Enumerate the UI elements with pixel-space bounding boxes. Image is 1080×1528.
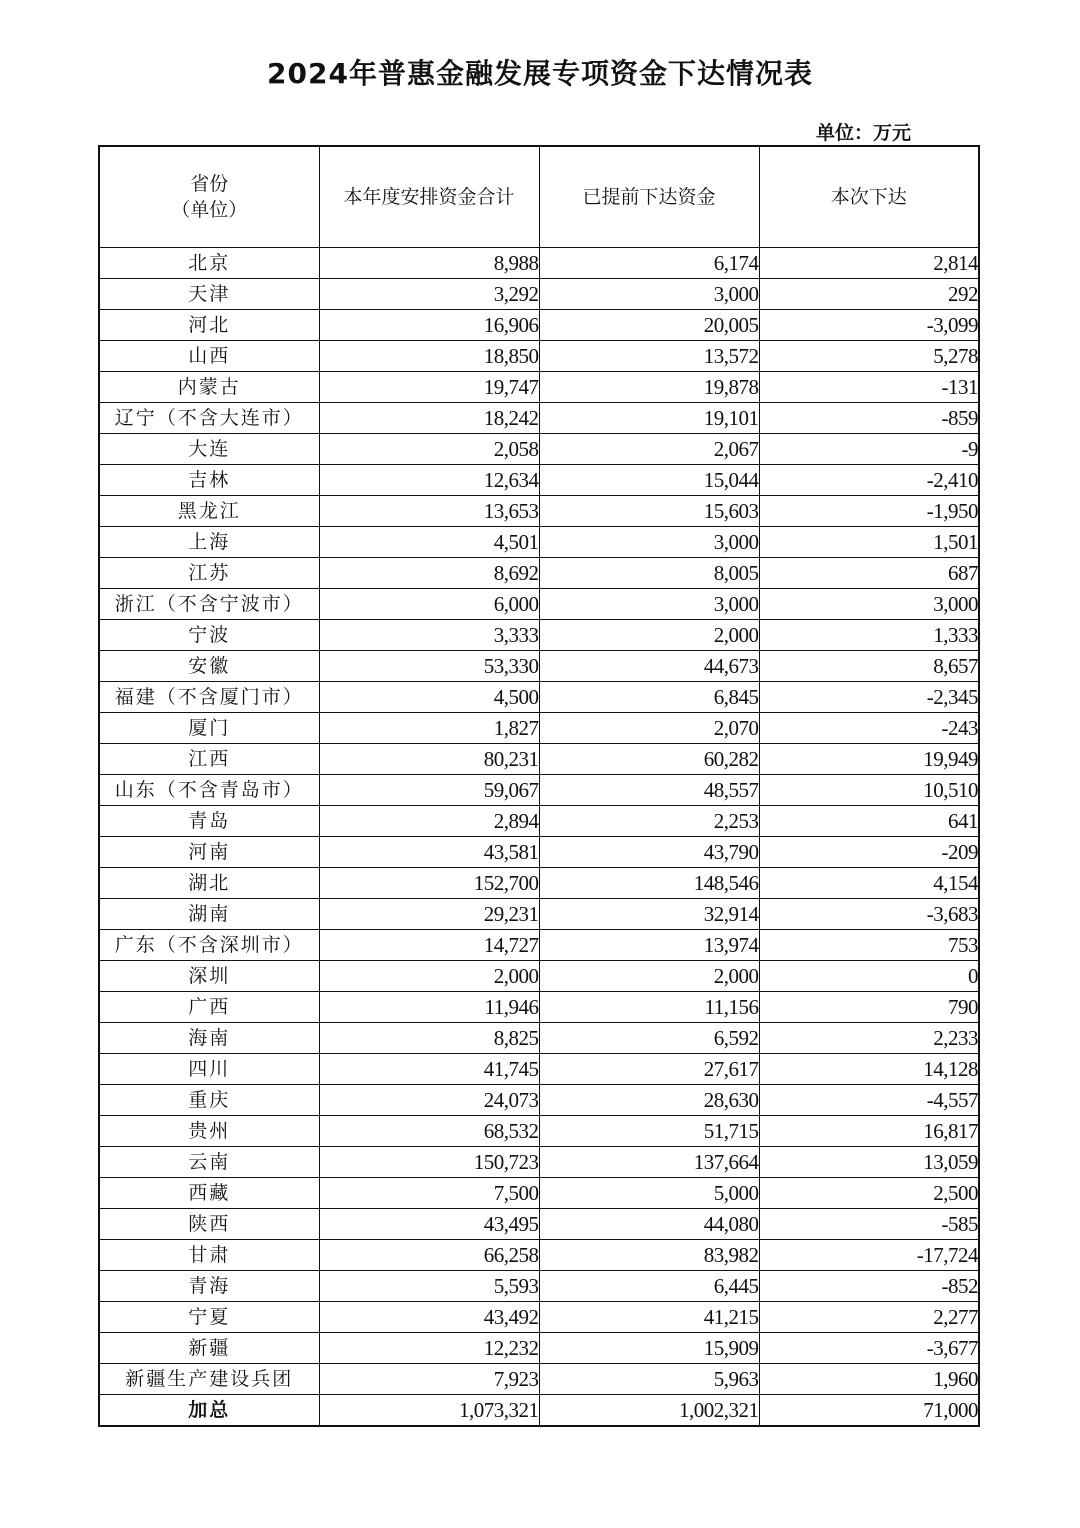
unit-label: 单位：万元 bbox=[816, 122, 912, 144]
table-row bbox=[99, 930, 979, 961]
annual-total-cell: 66,258 bbox=[319, 1240, 539, 1271]
advance-funds-cell: 3,000 bbox=[539, 527, 759, 558]
province-cell: 湖南 bbox=[99, 899, 319, 930]
province-cell: 湖北 bbox=[99, 868, 319, 899]
table-row bbox=[99, 1271, 979, 1302]
annual-total-cell: 4,500 bbox=[319, 682, 539, 713]
this-allocation-cell: -3,683 bbox=[759, 899, 979, 930]
this-allocation-cell: 1,501 bbox=[759, 527, 979, 558]
header-annual-total: 本年度安排资金合计 bbox=[319, 146, 539, 248]
province-cell: 内蒙古 bbox=[99, 372, 319, 403]
advance-funds-cell: 3,000 bbox=[539, 589, 759, 620]
this-allocation-cell: 3,000 bbox=[759, 589, 979, 620]
table-row bbox=[99, 310, 979, 341]
province-cell: 广东（不含深圳市） bbox=[99, 930, 319, 961]
annual-total-cell: 150,723 bbox=[319, 1147, 539, 1178]
table-row bbox=[99, 527, 979, 558]
advance-funds-cell: 15,044 bbox=[539, 465, 759, 496]
province-cell: 陕西 bbox=[99, 1209, 319, 1240]
annual-total-cell: 3,292 bbox=[319, 279, 539, 310]
advance-funds-cell: 19,101 bbox=[539, 403, 759, 434]
annual-total-cell: 19,747 bbox=[319, 372, 539, 403]
this-allocation-cell: 2,233 bbox=[759, 1023, 979, 1054]
header-this-allocation: 本次下达 bbox=[759, 146, 979, 248]
advance-funds-cell: 13,572 bbox=[539, 341, 759, 372]
province-cell: 新疆生产建设兵团 bbox=[99, 1364, 319, 1395]
this-allocation-cell: -9 bbox=[759, 434, 979, 465]
table-body bbox=[99, 248, 979, 1427]
this-allocation-cell: 71,000 bbox=[759, 1395, 979, 1427]
header-province bbox=[99, 146, 319, 248]
advance-funds-cell: 48,557 bbox=[539, 775, 759, 806]
advance-funds-cell: 32,914 bbox=[539, 899, 759, 930]
province-cell: 厦门 bbox=[99, 713, 319, 744]
this-allocation-cell: 753 bbox=[759, 930, 979, 961]
annual-total-cell: 7,923 bbox=[319, 1364, 539, 1395]
table-row bbox=[99, 589, 979, 620]
province-cell: 海南 bbox=[99, 1023, 319, 1054]
province-cell: 深圳 bbox=[99, 961, 319, 992]
this-allocation-cell: -243 bbox=[759, 713, 979, 744]
province-cell: 宁波 bbox=[99, 620, 319, 651]
table-row bbox=[99, 403, 979, 434]
table-row bbox=[99, 1116, 979, 1147]
advance-funds-cell: 83,982 bbox=[539, 1240, 759, 1271]
advance-funds-cell: 19,878 bbox=[539, 372, 759, 403]
table-row bbox=[99, 837, 979, 868]
header-row bbox=[99, 146, 979, 248]
annual-total-cell: 3,333 bbox=[319, 620, 539, 651]
province-cell: 贵州 bbox=[99, 1116, 319, 1147]
advance-funds-cell: 5,963 bbox=[539, 1364, 759, 1395]
table-row bbox=[99, 1240, 979, 1271]
advance-funds-cell: 2,067 bbox=[539, 434, 759, 465]
province-cell: 青岛 bbox=[99, 806, 319, 837]
province-cell: 四川 bbox=[99, 1054, 319, 1085]
annual-total-cell: 1,827 bbox=[319, 713, 539, 744]
this-allocation-cell: -3,677 bbox=[759, 1333, 979, 1364]
this-allocation-cell: 790 bbox=[759, 992, 979, 1023]
table-row bbox=[99, 1209, 979, 1240]
table-row bbox=[99, 1054, 979, 1085]
this-allocation-cell: 5,278 bbox=[759, 341, 979, 372]
advance-funds-cell: 44,080 bbox=[539, 1209, 759, 1240]
province-cell: 大连 bbox=[99, 434, 319, 465]
advance-funds-cell: 6,445 bbox=[539, 1271, 759, 1302]
this-allocation-cell: 687 bbox=[759, 558, 979, 589]
advance-funds-cell: 43,790 bbox=[539, 837, 759, 868]
table-row bbox=[99, 1023, 979, 1054]
this-allocation-cell: 14,128 bbox=[759, 1054, 979, 1085]
annual-total-cell: 2,058 bbox=[319, 434, 539, 465]
this-allocation-cell: -585 bbox=[759, 1209, 979, 1240]
annual-total-cell: 43,581 bbox=[319, 837, 539, 868]
this-allocation-cell: -4,557 bbox=[759, 1085, 979, 1116]
this-allocation-cell: 4,154 bbox=[759, 868, 979, 899]
page-title: 2024年普惠金融发展专项资金下达情况表 bbox=[267, 57, 813, 90]
advance-funds-cell: 13,974 bbox=[539, 930, 759, 961]
annual-total-cell: 1,073,321 bbox=[319, 1395, 539, 1427]
province-cell: 黑龙江 bbox=[99, 496, 319, 527]
advance-funds-cell: 1,002,321 bbox=[539, 1395, 759, 1427]
table-row bbox=[99, 372, 979, 403]
province-cell: 北京 bbox=[99, 248, 319, 279]
this-allocation-cell: 2,277 bbox=[759, 1302, 979, 1333]
advance-funds-cell: 6,845 bbox=[539, 682, 759, 713]
advance-funds-cell: 28,630 bbox=[539, 1085, 759, 1116]
annual-total-cell: 11,946 bbox=[319, 992, 539, 1023]
table-row bbox=[99, 899, 979, 930]
table-row bbox=[99, 713, 979, 744]
province-cell: 青海 bbox=[99, 1271, 319, 1302]
table-row bbox=[99, 992, 979, 1023]
this-allocation-cell: -17,724 bbox=[759, 1240, 979, 1271]
province-cell: 宁夏 bbox=[99, 1302, 319, 1333]
table-row bbox=[99, 806, 979, 837]
this-allocation-cell: 0 bbox=[759, 961, 979, 992]
province-cell: 上海 bbox=[99, 527, 319, 558]
table-row bbox=[99, 1333, 979, 1364]
this-allocation-cell: -131 bbox=[759, 372, 979, 403]
this-allocation-cell: 19,949 bbox=[759, 744, 979, 775]
province-cell: 吉林 bbox=[99, 465, 319, 496]
annual-total-cell: 12,634 bbox=[319, 465, 539, 496]
annual-total-cell: 80,231 bbox=[319, 744, 539, 775]
province-cell: 重庆 bbox=[99, 1085, 319, 1116]
annual-total-cell: 16,906 bbox=[319, 310, 539, 341]
annual-total-cell: 53,330 bbox=[319, 651, 539, 682]
annual-total-cell: 12,232 bbox=[319, 1333, 539, 1364]
total-row bbox=[99, 1395, 979, 1427]
annual-total-cell: 8,988 bbox=[319, 248, 539, 279]
province-cell: 新疆 bbox=[99, 1333, 319, 1364]
advance-funds-cell: 6,174 bbox=[539, 248, 759, 279]
this-allocation-cell: 1,960 bbox=[759, 1364, 979, 1395]
this-allocation-cell: 8,657 bbox=[759, 651, 979, 682]
province-cell: 山东（不含青岛市） bbox=[99, 775, 319, 806]
annual-total-cell: 29,231 bbox=[319, 899, 539, 930]
annual-total-cell: 43,492 bbox=[319, 1302, 539, 1333]
advance-funds-cell: 27,617 bbox=[539, 1054, 759, 1085]
advance-funds-cell: 8,005 bbox=[539, 558, 759, 589]
table-row bbox=[99, 868, 979, 899]
advance-funds-cell: 5,000 bbox=[539, 1178, 759, 1209]
this-allocation-cell: 2,500 bbox=[759, 1178, 979, 1209]
table-row bbox=[99, 1364, 979, 1395]
table-row bbox=[99, 496, 979, 527]
province-cell: 山西 bbox=[99, 341, 319, 372]
this-allocation-cell: -859 bbox=[759, 403, 979, 434]
province-cell: 广西 bbox=[99, 992, 319, 1023]
this-allocation-cell: 13,059 bbox=[759, 1147, 979, 1178]
annual-total-cell: 18,850 bbox=[319, 341, 539, 372]
annual-total-cell: 5,593 bbox=[319, 1271, 539, 1302]
advance-funds-cell: 3,000 bbox=[539, 279, 759, 310]
advance-funds-cell: 6,592 bbox=[539, 1023, 759, 1054]
annual-total-cell: 68,532 bbox=[319, 1116, 539, 1147]
table-row bbox=[99, 961, 979, 992]
table-row bbox=[99, 651, 979, 682]
funding-table bbox=[98, 145, 980, 1427]
advance-funds-cell: 11,156 bbox=[539, 992, 759, 1023]
advance-funds-cell: 51,715 bbox=[539, 1116, 759, 1147]
province-cell: 云南 bbox=[99, 1147, 319, 1178]
province-cell: 江苏 bbox=[99, 558, 319, 589]
annual-total-cell: 7,500 bbox=[319, 1178, 539, 1209]
table-row bbox=[99, 1085, 979, 1116]
advance-funds-cell: 148,546 bbox=[539, 868, 759, 899]
table-row bbox=[99, 279, 979, 310]
table-row bbox=[99, 744, 979, 775]
province-cell: 天津 bbox=[99, 279, 319, 310]
annual-total-cell: 43,495 bbox=[319, 1209, 539, 1240]
annual-total-cell: 14,727 bbox=[319, 930, 539, 961]
header-advance-funds: 已提前下达资金 bbox=[539, 146, 759, 248]
this-allocation-cell: -852 bbox=[759, 1271, 979, 1302]
header-province-line2: （单位） bbox=[171, 199, 248, 221]
this-allocation-cell: -3,099 bbox=[759, 310, 979, 341]
province-cell: 辽宁（不含大连市） bbox=[99, 403, 319, 434]
advance-funds-cell: 2,070 bbox=[539, 713, 759, 744]
annual-total-cell: 2,894 bbox=[319, 806, 539, 837]
this-allocation-cell: 10,510 bbox=[759, 775, 979, 806]
annual-total-cell: 6,000 bbox=[319, 589, 539, 620]
this-allocation-cell: 2,814 bbox=[759, 248, 979, 279]
advance-funds-cell: 60,282 bbox=[539, 744, 759, 775]
advance-funds-cell: 2,000 bbox=[539, 620, 759, 651]
advance-funds-cell: 2,000 bbox=[539, 961, 759, 992]
annual-total-cell: 41,745 bbox=[319, 1054, 539, 1085]
table-row bbox=[99, 620, 979, 651]
table-row bbox=[99, 341, 979, 372]
this-allocation-cell: -2,345 bbox=[759, 682, 979, 713]
header-province-line1: 省份 bbox=[190, 173, 229, 195]
table-row bbox=[99, 248, 979, 279]
annual-total-cell: 152,700 bbox=[319, 868, 539, 899]
table-row bbox=[99, 1147, 979, 1178]
this-allocation-cell: -209 bbox=[759, 837, 979, 868]
province-cell: 浙江（不含宁波市） bbox=[99, 589, 319, 620]
province-cell: 甘肃 bbox=[99, 1240, 319, 1271]
this-allocation-cell: -1,950 bbox=[759, 496, 979, 527]
province-cell: 加总 bbox=[99, 1395, 319, 1427]
province-cell: 西藏 bbox=[99, 1178, 319, 1209]
annual-total-cell: 13,653 bbox=[319, 496, 539, 527]
table-row bbox=[99, 1302, 979, 1333]
table-row bbox=[99, 1178, 979, 1209]
advance-funds-cell: 44,673 bbox=[539, 651, 759, 682]
annual-total-cell: 24,073 bbox=[319, 1085, 539, 1116]
this-allocation-cell: 1,333 bbox=[759, 620, 979, 651]
province-cell: 江西 bbox=[99, 744, 319, 775]
advance-funds-cell: 41,215 bbox=[539, 1302, 759, 1333]
province-cell: 河北 bbox=[99, 310, 319, 341]
province-cell: 安徽 bbox=[99, 651, 319, 682]
table-row bbox=[99, 775, 979, 806]
advance-funds-cell: 137,664 bbox=[539, 1147, 759, 1178]
table-row bbox=[99, 682, 979, 713]
table-row bbox=[99, 558, 979, 589]
advance-funds-cell: 15,909 bbox=[539, 1333, 759, 1364]
advance-funds-cell: 2,253 bbox=[539, 806, 759, 837]
table-row bbox=[99, 434, 979, 465]
advance-funds-cell: 20,005 bbox=[539, 310, 759, 341]
annual-total-cell: 2,000 bbox=[319, 961, 539, 992]
this-allocation-cell: 16,817 bbox=[759, 1116, 979, 1147]
province-cell: 福建（不含厦门市） bbox=[99, 682, 319, 713]
annual-total-cell: 8,692 bbox=[319, 558, 539, 589]
this-allocation-cell: 641 bbox=[759, 806, 979, 837]
this-allocation-cell: 292 bbox=[759, 279, 979, 310]
annual-total-cell: 59,067 bbox=[319, 775, 539, 806]
table-row bbox=[99, 465, 979, 496]
this-allocation-cell: -2,410 bbox=[759, 465, 979, 496]
advance-funds-cell: 15,603 bbox=[539, 496, 759, 527]
annual-total-cell: 8,825 bbox=[319, 1023, 539, 1054]
province-cell: 河南 bbox=[99, 837, 319, 868]
annual-total-cell: 4,501 bbox=[319, 527, 539, 558]
annual-total-cell: 18,242 bbox=[319, 403, 539, 434]
